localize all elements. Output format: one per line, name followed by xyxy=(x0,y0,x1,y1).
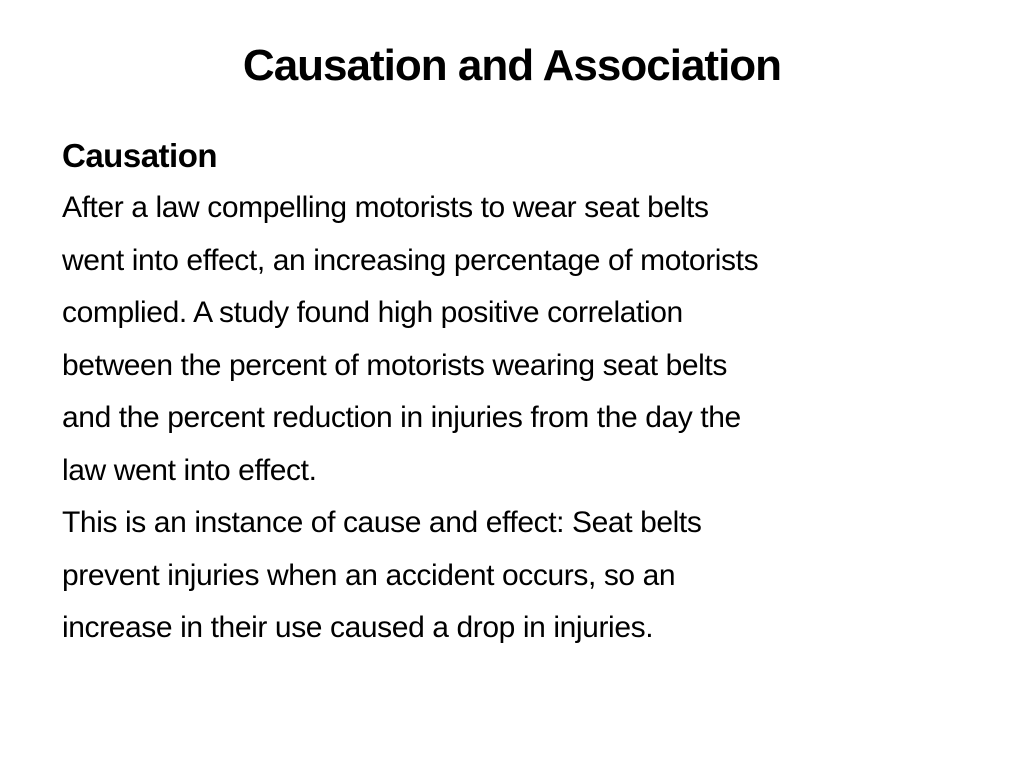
text-line: After a law compelling motorists to wear seat belts xyxy=(62,191,709,224)
section-heading: Causation xyxy=(62,137,218,174)
paragraph-cause-effect-explanation xyxy=(62,497,962,655)
slide-title: Causation and Association xyxy=(242,41,782,90)
text-line: complied. A study found high positive correlation xyxy=(62,296,683,329)
paragraph-causation-example xyxy=(62,182,962,497)
text-line: This is an instance of cause and effect: Seat belts xyxy=(62,506,702,539)
text-line: prevent injuries when an accident occurs, so an xyxy=(62,558,676,592)
text-line: law went into effect. xyxy=(62,453,317,487)
text-line: between the percent of motorists wearing seat belts xyxy=(62,348,727,382)
text-line: increase in their use caused a drop in injuries. xyxy=(62,611,654,644)
text-line: and the percent reduction in injuries from the day the xyxy=(62,401,741,434)
text-line: went into effect, an increasing percentage of motorists xyxy=(62,243,759,277)
slide-content xyxy=(62,130,962,655)
